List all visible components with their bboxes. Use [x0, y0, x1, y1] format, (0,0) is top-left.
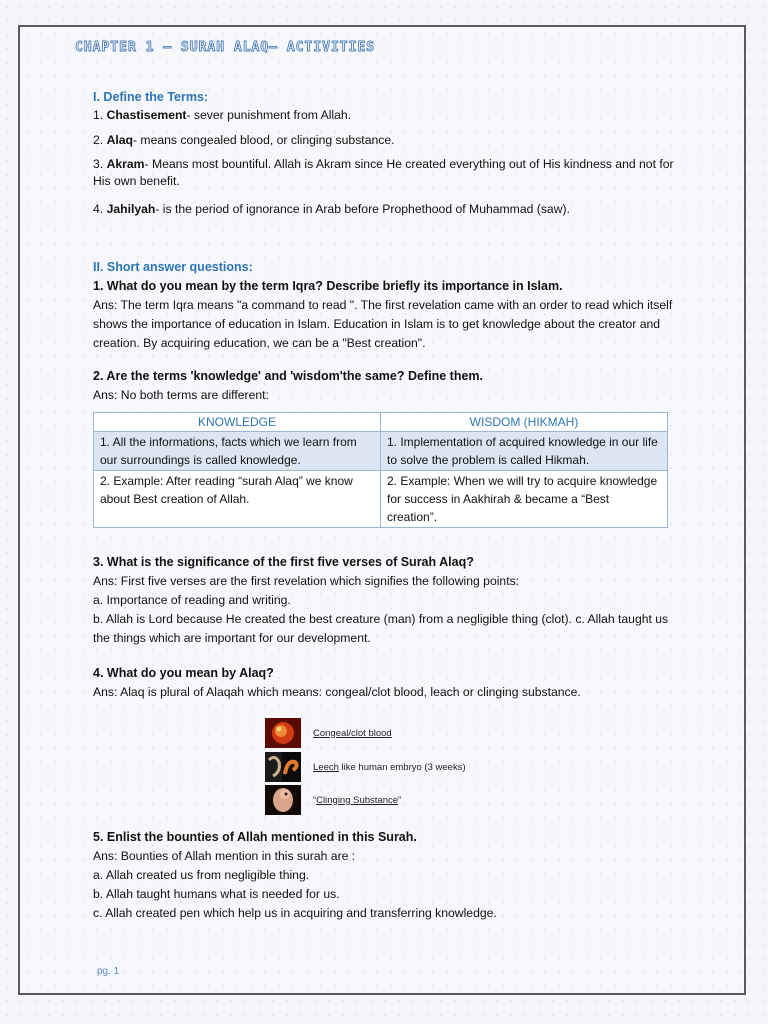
table-row: [94, 432, 668, 471]
answer-5-line: a. Allah created us from negligible thing.: [93, 868, 310, 882]
section-define-terms: [93, 88, 683, 125]
question-3-block: [93, 553, 683, 648]
section-heading: II. Short answer questions:: [93, 260, 253, 274]
question-5-block: [93, 828, 683, 923]
question-3: 3. What is the significance of the first five verses of Surah Alaq?: [93, 555, 474, 569]
table-header: KNOWLEDGE: [94, 413, 381, 432]
alaq-image-row: [265, 785, 401, 815]
section-heading: I. Define the Terms:: [93, 90, 209, 104]
answer-3-line: Ans: First five verses are the first revelation which signifies the following points:: [93, 574, 520, 588]
table-row: [94, 471, 668, 528]
question-2-block: [93, 367, 683, 405]
question-4-block: [93, 664, 683, 702]
blood-clot-image: [265, 718, 301, 748]
question-1: 1. What do you mean by the term Iqra? Describe briefly its importance in Islam.: [93, 279, 563, 293]
answer-4: Ans: Alaq is plural of Alaqah which means: congeal/clot blood, leach or clinging substance.: [93, 685, 581, 699]
section-short-answers: [93, 258, 683, 353]
image-caption: Congeal/clot blood: [313, 727, 392, 739]
chapter-title: CHAPTER 1 – SURAH ALAQ– ACTIVITIES: [75, 40, 376, 55]
answer-3-line: a. Importance of reading and writing.: [93, 593, 291, 607]
term-item: 2. Alaq- means congealed blood, or clinging substance.: [93, 133, 395, 147]
answer-5-line: b. Allah taught humans what is needed for us.: [93, 887, 340, 901]
image-caption: Leech like human embryo (3 weeks): [313, 761, 466, 773]
term-item: 3. Akram- Means most bountiful. Allah is Akram since He created everything out of His kindness and not for His own benefit.: [93, 157, 674, 188]
answer-5-line: Ans: Bounties of Allah mention in this surah are :: [93, 849, 356, 863]
table-header: WISDOM (HIKMAH): [381, 413, 668, 432]
answer-1: Ans: The term Iqra means "a command to read ". The first revelation came with an order to read which itself shows the importance of education in Islam. Education in Islam is to get knowledge about the creator and creation. By acquiring education, we can be a "Best creation".: [93, 298, 673, 350]
embryo-image: [265, 785, 301, 815]
leech-embryo-image: [265, 752, 301, 782]
page-number: pg. 1: [97, 966, 120, 977]
answer-3-line: b. Allah is Lord because He created the best creature (man) from a negligible thing (clot). c. Allah taught us the things which are important for our development.: [93, 612, 669, 645]
term-item: 1. Chastisement- sever punishment from Allah.: [93, 108, 352, 122]
table-cell: 1. All the informations, facts which we learn from our surroundings is called knowledge.: [94, 432, 381, 471]
table-cell: 2. Example: When we will try to acquire knowledge for success in Aakhirah & became a “Best creation”.: [381, 471, 668, 528]
knowledge-wisdom-table: [93, 412, 668, 528]
answer-5-line: c. Allah created pen which help us in acquiring and transferring knowledge.: [93, 906, 497, 920]
term-item: 4. Jahilyah- is the period of ignorance in Arab before Prophethood of Muhammad (saw).: [93, 202, 570, 216]
answer-2: Ans: No both terms are different:: [93, 388, 269, 402]
question-2: 2. Are the terms 'knowledge' and 'wisdom'the same? Define them.: [93, 369, 483, 383]
question-4: 4. What do you mean by Alaq?: [93, 666, 274, 680]
alaq-image-row: [265, 752, 466, 782]
table-cell: 1. Implementation of acquired knowledge in our life to solve the problem is called Hikmah.: [381, 432, 668, 471]
alaq-image-row: [265, 718, 392, 748]
question-5: 5. Enlist the bounties of Allah mentioned in this Surah.: [93, 830, 417, 844]
table-cell: 2. Example: After reading “surah Alaq” we know about Best creation of Allah.: [94, 471, 381, 528]
image-caption: “Clinging Substance”: [313, 794, 402, 806]
